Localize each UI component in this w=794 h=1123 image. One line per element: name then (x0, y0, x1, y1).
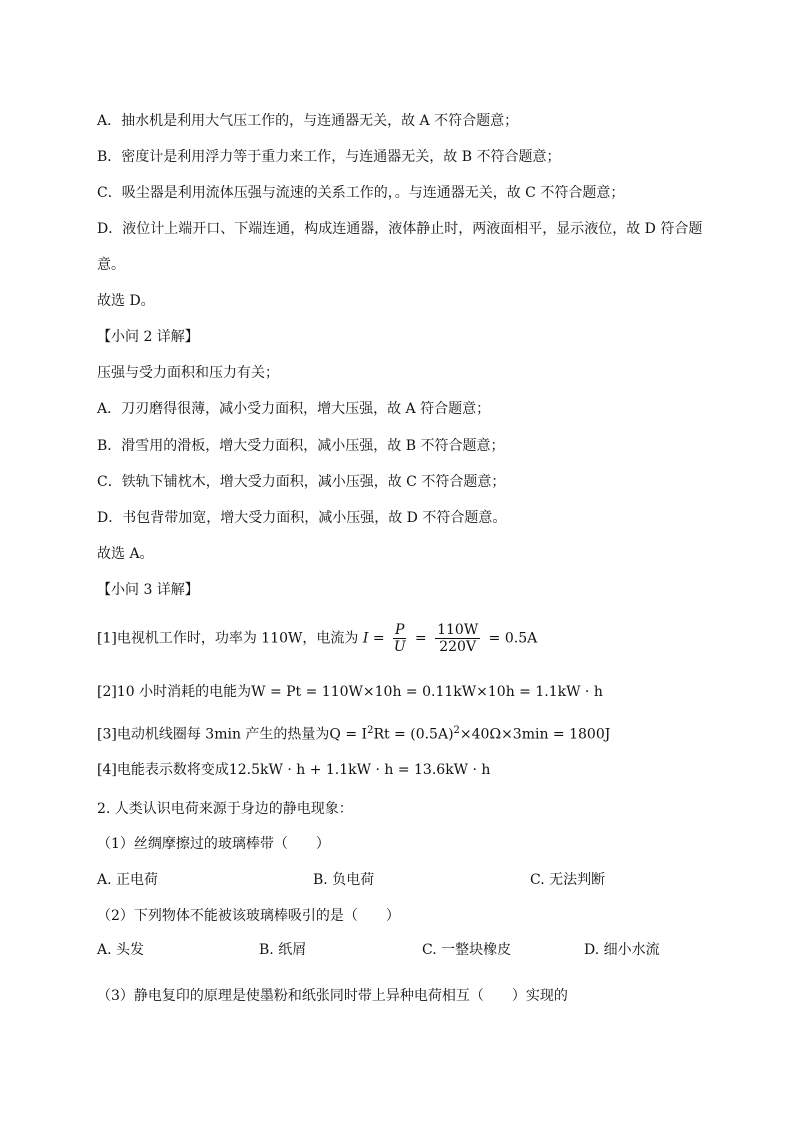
answer-line-c: C．吸尘器是利用流体压强与流速的关系工作的，。与连通器无关，故 C 不符合题意； (97, 185, 625, 201)
option-1c: C. 无法判断 (530, 872, 606, 888)
option-1b: B. 负电荷 (313, 872, 375, 888)
equation-heat (97, 721, 610, 745)
fraction-p-numerator: P (395, 622, 405, 638)
equation-heat-formula-c: ×40Ω×3min = 1800J (459, 726, 611, 743)
section-heading-2: 【小问 2 详解】 (97, 329, 199, 345)
answer-line-d: D．液位计上端开口、下端连通，构成连通器，液体静止时，两液面相平，显示液位，故 D 符合题 (97, 221, 703, 237)
pressure-intro: 压强与受力面积和压力有关； (97, 365, 279, 381)
answer-choice-2: 故选 A。 (97, 546, 154, 562)
question-2-sub-3: （3）静电复印的原理是使墨粉和纸张同时带上异种电荷相互（ ）实现的 (97, 988, 568, 1004)
question-2-sub-2: （2）下列物体不能被该玻璃棒吸引的是（ ） (97, 908, 400, 924)
equation-current-lhs: I (362, 630, 369, 647)
equation-heat-formula-b: Rt = (0.5A) (373, 726, 454, 743)
equation-energy (97, 682, 603, 702)
equation-meter-text: [4]电能表示数将变成 (97, 762, 229, 778)
fraction-110w-numerator: 110W (437, 622, 479, 638)
option-2d: D. 细小水流 (584, 942, 660, 958)
fraction-220v-denominator: 220V (439, 639, 477, 655)
fraction-u-denominator: U (393, 639, 406, 655)
equation-current-eq: = (372, 630, 385, 647)
option-1a: A. 正电荷 (97, 872, 159, 888)
answer-line-b: B．密度计是利用浮力等于重力来工作，与连通器无关，故 B 不符合题意； (97, 149, 561, 165)
answer2-line-c: C．铁轨下铺枕木，增大受力面积，减小压强，故 C 不符合题意； (97, 474, 506, 490)
answer-choice-1: 故选 D。 (97, 293, 155, 309)
fraction-110w-over-220v (435, 622, 480, 655)
fraction-p-over-u (393, 622, 406, 655)
section-heading-3: 【小问 3 详解】 (97, 582, 199, 598)
equation-heat-sup2: 2 (453, 725, 460, 736)
equation-current-text: [1]电视机工作时，功率为 110W，电流为 (97, 630, 359, 647)
answer2-line-b: B．滑雪用的滑板，增大受力面积，减小压强，故 B 不符合题意； (97, 438, 505, 454)
option-2c: C. 一整块橡皮 (422, 942, 512, 958)
equation-meter-formula: 12.5kW · h + 1.1kW · h = 13.6kW · h (228, 762, 491, 778)
answer-line-d-cont: 意。 (97, 257, 125, 273)
equation-energy-text: [2]10 小时消耗的电能为 (97, 684, 252, 700)
answer2-line-d: D．书包背带加宽，增大受力面积，减小压强，故 D 不符合题意。 (97, 510, 507, 526)
answer2-line-a: A．刀刃磨得很薄，减小受力面积，增大压强，故 A 符合题意； (97, 401, 491, 417)
equation-heat-sup1: 2 (367, 725, 374, 736)
equation-heat-text: [3]电动机线圈每 3min 产生的热量为 (97, 726, 330, 743)
equation-energy-formula: W = Pt = 110W×10h = 0.11kW×10h = 1.1kW · h (251, 684, 603, 700)
answer-line-a: A．抽水机是利用大气压工作的，与连通器无关，故 A 不符合题意； (97, 113, 519, 129)
equation-heat-formula-a: Q = I (329, 726, 368, 743)
equation-current: [1]电视机工作时，功率为 110W，电流为 I = $\frac{P}{U}$ = $\frac{110W}{220V}$ = 0.5A (97, 622, 538, 655)
question-2-sub-1: （1）丝绸摩擦过的玻璃棒带（ ） (97, 836, 330, 852)
equation-meter (97, 760, 490, 780)
question-2-title: 2. 人类认识电荷来源于身边的静电现象： (97, 801, 353, 817)
equation-current-result: = 0.5A (488, 630, 538, 647)
option-2b: B. 纸屑 (259, 942, 307, 958)
option-2a: A. 头发 (97, 942, 145, 958)
